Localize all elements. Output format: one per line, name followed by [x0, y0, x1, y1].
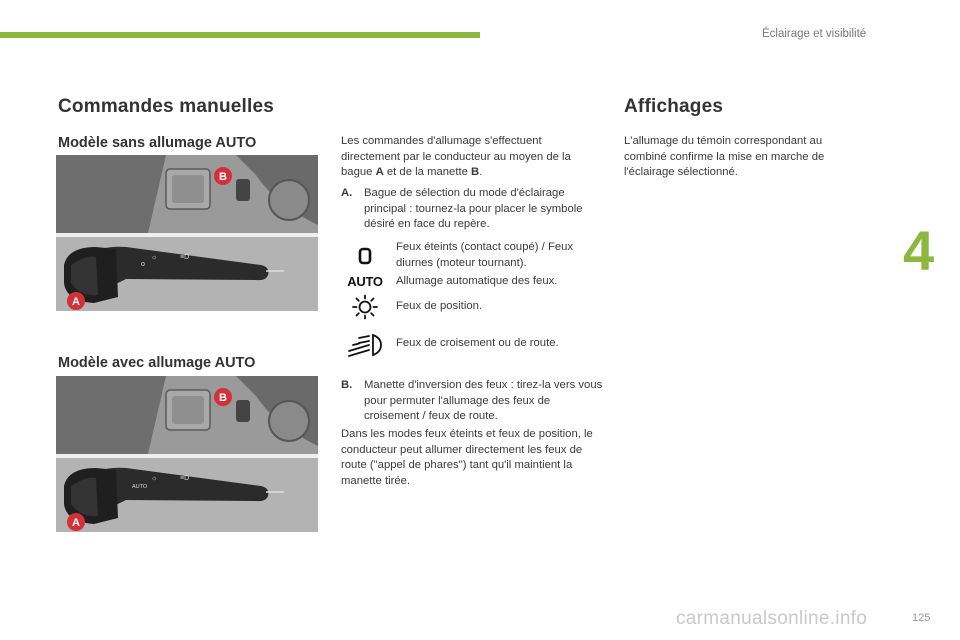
stalk-ref: B	[471, 166, 480, 178]
page-number: 125	[912, 612, 931, 624]
section-color-bar	[0, 32, 480, 38]
svg-text:≡D: ≡D	[180, 254, 190, 261]
ring-ref: A	[375, 166, 384, 178]
page-title: Commandes manuelles	[58, 96, 275, 117]
svg-text:o: o	[141, 261, 145, 268]
svg-text:☼: ☼	[151, 254, 158, 261]
item-a-text: Bague de sélection du mode d'éclairage principal : tournez-la pour placer le symbole désiré en face du repère.	[364, 187, 583, 230]
lights-off-icon	[345, 243, 385, 269]
displays-title: Affichages	[624, 96, 724, 117]
callout-a: A	[72, 296, 80, 308]
subtitle-with-auto: Modèle avec allumage AUTO	[58, 355, 256, 371]
section-header: Éclairage et visibilité	[762, 28, 867, 40]
svg-text:☼: ☼	[151, 475, 158, 482]
stalk-photo-with-auto	[56, 376, 318, 532]
item-b-key: B.	[341, 379, 353, 391]
symbol-label-auto: Allumage automatique des feux.	[396, 275, 558, 287]
displays-paragraph: L'allumage du témoin correspondant au combiné confirme la mise en marche de l'éclairage sélectionné.	[624, 135, 825, 178]
callout-b: B	[219, 171, 227, 183]
symbol-label-off: Feux éteints (contact coupé) / Feux diurnes (moteur tournant).	[396, 241, 574, 269]
svg-text:≡D: ≡D	[180, 475, 190, 482]
stalk-photo-without-auto	[56, 155, 318, 311]
watermark: carmanualsonline.info	[676, 608, 868, 629]
item-b-text: Manette d'inversion des feux : tirez-la vers vous pour permuter l'allumage des feux de croisement / feux de route.	[364, 379, 603, 422]
intro-paragraph: Les commandes d'allumage s'effectuent directement par le conducteur au moyen de la bague A et de la manette B.	[341, 135, 571, 178]
callout-a-2: A	[72, 517, 80, 529]
item-a-key: A.	[341, 187, 353, 199]
symbol-label-beam: Feux de croisement ou de route.	[396, 337, 559, 349]
headlamp-flash-paragraph: Dans les modes feux éteints et feux de position, le conducteur peut allumer directement les feux de route ("appel de phares") tant qu'il maintient la manette tirée.	[341, 428, 593, 487]
subtitle-without-auto: Modèle sans allumage AUTO	[58, 135, 257, 151]
photo-auto-label: AUTO	[132, 484, 148, 490]
symbol-label-position: Feux de position.	[396, 300, 483, 312]
low-high-beam-icon	[345, 332, 385, 358]
callout-b-2: B	[219, 392, 227, 404]
auto-icon: AUTO	[347, 273, 383, 289]
position-lights-icon	[345, 294, 385, 320]
chapter-number: 4	[903, 219, 935, 282]
